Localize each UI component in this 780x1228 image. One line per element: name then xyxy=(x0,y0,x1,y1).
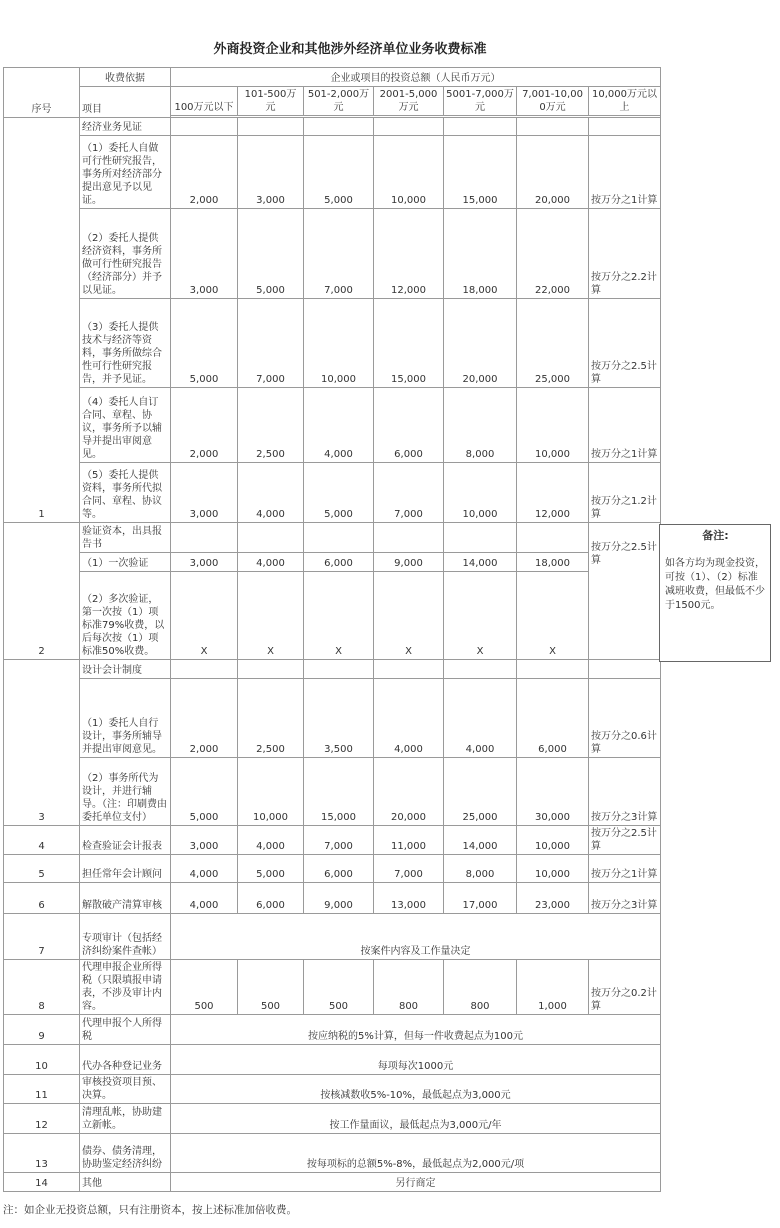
fee-cell: 25,000 xyxy=(444,758,517,826)
rule-cell: 按应纳税的5%计算，但每一件收费起点为100元 xyxy=(171,1015,661,1045)
header-range: 2001-5,000万元 xyxy=(374,87,444,116)
seq-cell: 1 xyxy=(4,118,80,523)
fee-cell xyxy=(304,523,374,553)
fee-table xyxy=(3,67,661,1192)
fee-rate-cell: 按万分之3计算 xyxy=(589,883,661,914)
fee-cell: 18,000 xyxy=(517,553,589,572)
seq-cell: 5 xyxy=(4,855,80,883)
seq-cell: 4 xyxy=(4,826,80,855)
fee-cell: 2,000 xyxy=(171,136,238,209)
fee-cell: 5,000 xyxy=(238,209,304,299)
item-cell: 检查验证会计报表 xyxy=(80,826,171,855)
fee-cell: 20,000 xyxy=(444,299,517,388)
fee-cell: 15,000 xyxy=(444,136,517,209)
fee-cell: 2,000 xyxy=(171,388,238,463)
table-row xyxy=(4,299,661,388)
fee-cell: 17,000 xyxy=(444,883,517,914)
fee-cell: 800 xyxy=(374,960,444,1015)
fee-cell: 7,000 xyxy=(238,299,304,388)
item-cell: 其他 xyxy=(80,1173,171,1192)
header-range: 5001-7,000万元 xyxy=(444,87,517,116)
header-range: 10,000万元以上 xyxy=(589,87,661,116)
fee-cell: 500 xyxy=(304,960,374,1015)
fee-cell: 5,000 xyxy=(238,855,304,883)
fee-cell: 14,000 xyxy=(444,553,517,572)
table-row xyxy=(4,553,661,572)
table-row xyxy=(4,1075,661,1104)
seq-cell: 8 xyxy=(4,960,80,1015)
seq-cell: 3 xyxy=(4,660,80,826)
fee-cell: 6,000 xyxy=(238,883,304,914)
item-cell: 债券、债务清理，协助鉴定经济纠纷 xyxy=(80,1134,171,1173)
fee-cell xyxy=(171,660,238,679)
item-cell: （3）委托人提供技术与经济等资料，事务所做综合性可行性研究报告，并予见证。 xyxy=(80,299,171,388)
header-range-title: 企业或项目的投资总额（人民币万元） xyxy=(171,68,661,87)
table-row xyxy=(4,1104,661,1134)
fee-cell: 5,000 xyxy=(304,463,374,523)
seq-cell: 11 xyxy=(4,1075,80,1104)
remark-text: 如各方均为现金投资，可按（1）、（2）标准减班收费，但最低不少于1500元。 xyxy=(665,558,765,611)
table-row xyxy=(4,883,661,914)
table-row xyxy=(4,118,661,136)
fee-cell xyxy=(304,118,374,136)
fee-cell: 4,000 xyxy=(374,679,444,758)
fee-cell: X xyxy=(444,572,517,660)
fee-cell: 10,000 xyxy=(517,826,589,855)
fee-cell xyxy=(238,118,304,136)
item-cell: （4）委托人自订合同、章程、协议，事务所予以辅导并提出审阅意见。 xyxy=(80,388,171,463)
fee-cell: 4,000 xyxy=(171,855,238,883)
header-item: 项目 xyxy=(80,87,171,118)
fee-rate-cell: 按万分之1计算 xyxy=(589,136,661,209)
fee-cell: 23,000 xyxy=(517,883,589,914)
table-row xyxy=(4,388,661,463)
fee-cell: 5,000 xyxy=(171,758,238,826)
table-row xyxy=(4,660,661,679)
item-cell: 代办各种登记业务 xyxy=(80,1045,171,1075)
fee-cell: 3,000 xyxy=(171,553,238,572)
fee-cell: 3,000 xyxy=(171,463,238,523)
seq-cell: 9 xyxy=(4,1015,80,1045)
rule-cell: 每项每次1000元 xyxy=(171,1045,661,1075)
fee-cell: 8,000 xyxy=(444,855,517,883)
fee-cell xyxy=(374,523,444,553)
fee-cell: 4,000 xyxy=(171,883,238,914)
fee-cell: 10,000 xyxy=(517,855,589,883)
fee-cell: 9,000 xyxy=(374,553,444,572)
fee-rate-cell: 按万分之1.2计算 xyxy=(589,463,661,523)
fee-cell: 2,500 xyxy=(238,388,304,463)
fee-cell: 11,000 xyxy=(374,826,444,855)
fee-cell: 7,000 xyxy=(374,463,444,523)
table-row xyxy=(4,1134,661,1173)
fee-cell: X xyxy=(171,572,238,660)
fee-rate-cell: 按万分之3计算 xyxy=(589,758,661,826)
fee-cell: 30,000 xyxy=(517,758,589,826)
fee-cell: X xyxy=(238,572,304,660)
rule-cell: 按工作量面议，最低起点为3,000元/年 xyxy=(171,1104,661,1134)
fee-rate-cell: 按万分之2.2计算 xyxy=(589,209,661,299)
fee-cell: 12,000 xyxy=(517,463,589,523)
fee-cell xyxy=(374,118,444,136)
fee-rate-cell: 按万分之2.5计算 xyxy=(589,826,661,855)
seq-cell: 2 xyxy=(4,523,80,660)
item-cell: 专项审计（包括经济纠纷案件查帐） xyxy=(80,914,171,960)
fee-cell: 500 xyxy=(171,960,238,1015)
table-row xyxy=(4,758,661,826)
header-basis: 收费依据 xyxy=(80,68,171,87)
item-cell: （1）一次验证 xyxy=(80,553,171,572)
fee-cell xyxy=(374,660,444,679)
fee-rate-cell: 按万分之2.5计算 xyxy=(589,299,661,388)
fee-cell: 4,000 xyxy=(304,388,374,463)
fee-rate-cell xyxy=(589,660,661,679)
fee-cell: 14,000 xyxy=(444,826,517,855)
rule-cell: 按案件内容及工作量决定 xyxy=(171,914,661,960)
fee-cell: 7,000 xyxy=(304,209,374,299)
table-row xyxy=(4,463,661,523)
seq-cell: 14 xyxy=(4,1173,80,1192)
item-cell: 清理乱帐，协助建立新帐。 xyxy=(80,1104,171,1134)
table-row xyxy=(4,572,661,660)
fee-cell: 10,000 xyxy=(374,136,444,209)
fee-cell: 22,000 xyxy=(517,209,589,299)
fee-cell xyxy=(171,523,238,553)
fee-cell xyxy=(444,660,517,679)
fee-cell: 3,500 xyxy=(304,679,374,758)
table-row xyxy=(4,523,661,553)
table-row xyxy=(4,1015,661,1045)
remark-title: 备注: xyxy=(702,529,729,542)
fee-cell: 2,500 xyxy=(238,679,304,758)
item-cell: 代理申报企业所得税（只限填报申请表，不涉及审计内容。 xyxy=(80,960,171,1015)
rule-cell: 按核减数收5%-10%，最低起点为3,000元 xyxy=(171,1075,661,1104)
fee-cell: 2,000 xyxy=(171,679,238,758)
fee-cell: 3,000 xyxy=(171,209,238,299)
item-cell: 设计会计制度 xyxy=(80,660,171,679)
fee-cell: 6,000 xyxy=(517,679,589,758)
fee-cell: 500 xyxy=(238,960,304,1015)
fee-cell xyxy=(238,660,304,679)
item-cell: （2）多次验证，第一次按（1）项标准79%收费，以后每次按（1）项标准50%收费。 xyxy=(80,572,171,660)
fee-cell: 15,000 xyxy=(304,758,374,826)
fee-cell: 9,000 xyxy=(304,883,374,914)
fee-cell xyxy=(304,660,374,679)
fee-cell: 8,000 xyxy=(444,388,517,463)
fee-rate-cell: 按万分之0.2计算 xyxy=(589,960,661,1015)
item-cell: 担任常年会计顾问 xyxy=(80,855,171,883)
seq-cell: 7 xyxy=(4,914,80,960)
table-row xyxy=(4,1045,661,1075)
fee-cell xyxy=(171,118,238,136)
fee-cell: 5,000 xyxy=(171,299,238,388)
header-range: 501-2,000万元 xyxy=(304,87,374,116)
fee-cell: 4,000 xyxy=(238,826,304,855)
fee-cell xyxy=(517,118,589,136)
table-row xyxy=(4,209,661,299)
item-cell: （5）委托人提供资料，事务所代拟合同、章程、协议等。 xyxy=(80,463,171,523)
document-title: 外商投资企业和其他涉外经济单位业务收费标准 xyxy=(213,42,487,57)
fee-cell: 1,000 xyxy=(517,960,589,1015)
table-row xyxy=(4,855,661,883)
fee-cell: 3,000 xyxy=(238,136,304,209)
fee-cell: 7,000 xyxy=(374,855,444,883)
fee-cell: 4,000 xyxy=(444,679,517,758)
item-cell: （1）委托人自行设计，事务所辅导并提出审阅意见。 xyxy=(80,679,171,758)
table-row xyxy=(4,136,661,209)
fee-cell: 20,000 xyxy=(517,136,589,209)
seq-cell: 13 xyxy=(4,1134,80,1173)
fee-cell: 6,000 xyxy=(304,553,374,572)
header-range: 101-500万元 xyxy=(238,87,304,116)
fee-rate-cell: 按万分之1计算 xyxy=(589,855,661,883)
fee-cell: 4,000 xyxy=(238,463,304,523)
seq-cell: 6 xyxy=(4,883,80,914)
fee-cell: 25,000 xyxy=(517,299,589,388)
seq-cell: 10 xyxy=(4,1045,80,1075)
table-row xyxy=(4,1173,661,1192)
seq-cell: 12 xyxy=(4,1104,80,1134)
fee-cell: 5,000 xyxy=(304,136,374,209)
item-cell: （2）事务所代为设计，并进行辅导。（注：印刷费由委托单位支付） xyxy=(80,758,171,826)
footnote: 注：如企业无投资总额，只有注册资本，按上述标准加倍收费。 xyxy=(3,1204,297,1216)
fee-cell: 10,000 xyxy=(238,758,304,826)
fee-cell: 18,000 xyxy=(444,209,517,299)
item-cell: 验证资本，出具报告书 xyxy=(80,523,171,553)
fee-cell: 10,000 xyxy=(304,299,374,388)
item-cell: 解散破产清算审核 xyxy=(80,883,171,914)
header-range: 100万元以下 xyxy=(171,87,238,116)
fee-rate-cell xyxy=(589,118,661,136)
fee-cell: 800 xyxy=(444,960,517,1015)
fee-cell xyxy=(444,118,517,136)
fee-cell: 3,000 xyxy=(171,826,238,855)
fee-rate-cell: 按万分之2.5计算 xyxy=(589,523,661,660)
fee-cell: X xyxy=(304,572,374,660)
table-row xyxy=(4,914,661,960)
fee-cell: 6,000 xyxy=(304,855,374,883)
header-seq: 序号 xyxy=(4,68,80,118)
fee-cell: 20,000 xyxy=(374,758,444,826)
fee-cell xyxy=(444,523,517,553)
header-range: 7,001-10,000万元 xyxy=(517,87,589,116)
table-row xyxy=(4,679,661,758)
table-row xyxy=(4,826,661,855)
fee-cell: 10,000 xyxy=(517,388,589,463)
remark-box xyxy=(659,524,771,662)
rule-cell: 按每项标的总额5%-8%，最低起点为2,000元/项 xyxy=(171,1134,661,1173)
fee-rate-cell: 按万分之0.6计算 xyxy=(589,679,661,758)
fee-cell: 7,000 xyxy=(304,826,374,855)
item-cell: 经济业务见证 xyxy=(80,118,171,136)
fee-cell: 10,000 xyxy=(444,463,517,523)
fee-cell xyxy=(517,523,589,553)
fee-cell: 15,000 xyxy=(374,299,444,388)
item-cell: 审核投资项目预、决算。 xyxy=(80,1075,171,1104)
fee-rate-cell: 按万分之1计算 xyxy=(589,388,661,463)
item-cell: （2）委托人提供经济资料，事务所做可行性研究报告（经济部分）并予以见证。 xyxy=(80,209,171,299)
fee-cell: 4,000 xyxy=(238,553,304,572)
fee-cell xyxy=(517,660,589,679)
fee-cell: 13,000 xyxy=(374,883,444,914)
table-row xyxy=(4,960,661,1015)
fee-cell: X xyxy=(374,572,444,660)
rule-cell: 另行商定 xyxy=(171,1173,661,1192)
fee-cell xyxy=(238,523,304,553)
item-cell: （1）委托人自做可行性研究报告，事务所对经济部分提出意见予以见证。 xyxy=(80,136,171,209)
fee-cell: 12,000 xyxy=(374,209,444,299)
fee-cell: 6,000 xyxy=(374,388,444,463)
fee-cell: X xyxy=(517,572,589,660)
item-cell: 代理申报个人所得税 xyxy=(80,1015,171,1045)
